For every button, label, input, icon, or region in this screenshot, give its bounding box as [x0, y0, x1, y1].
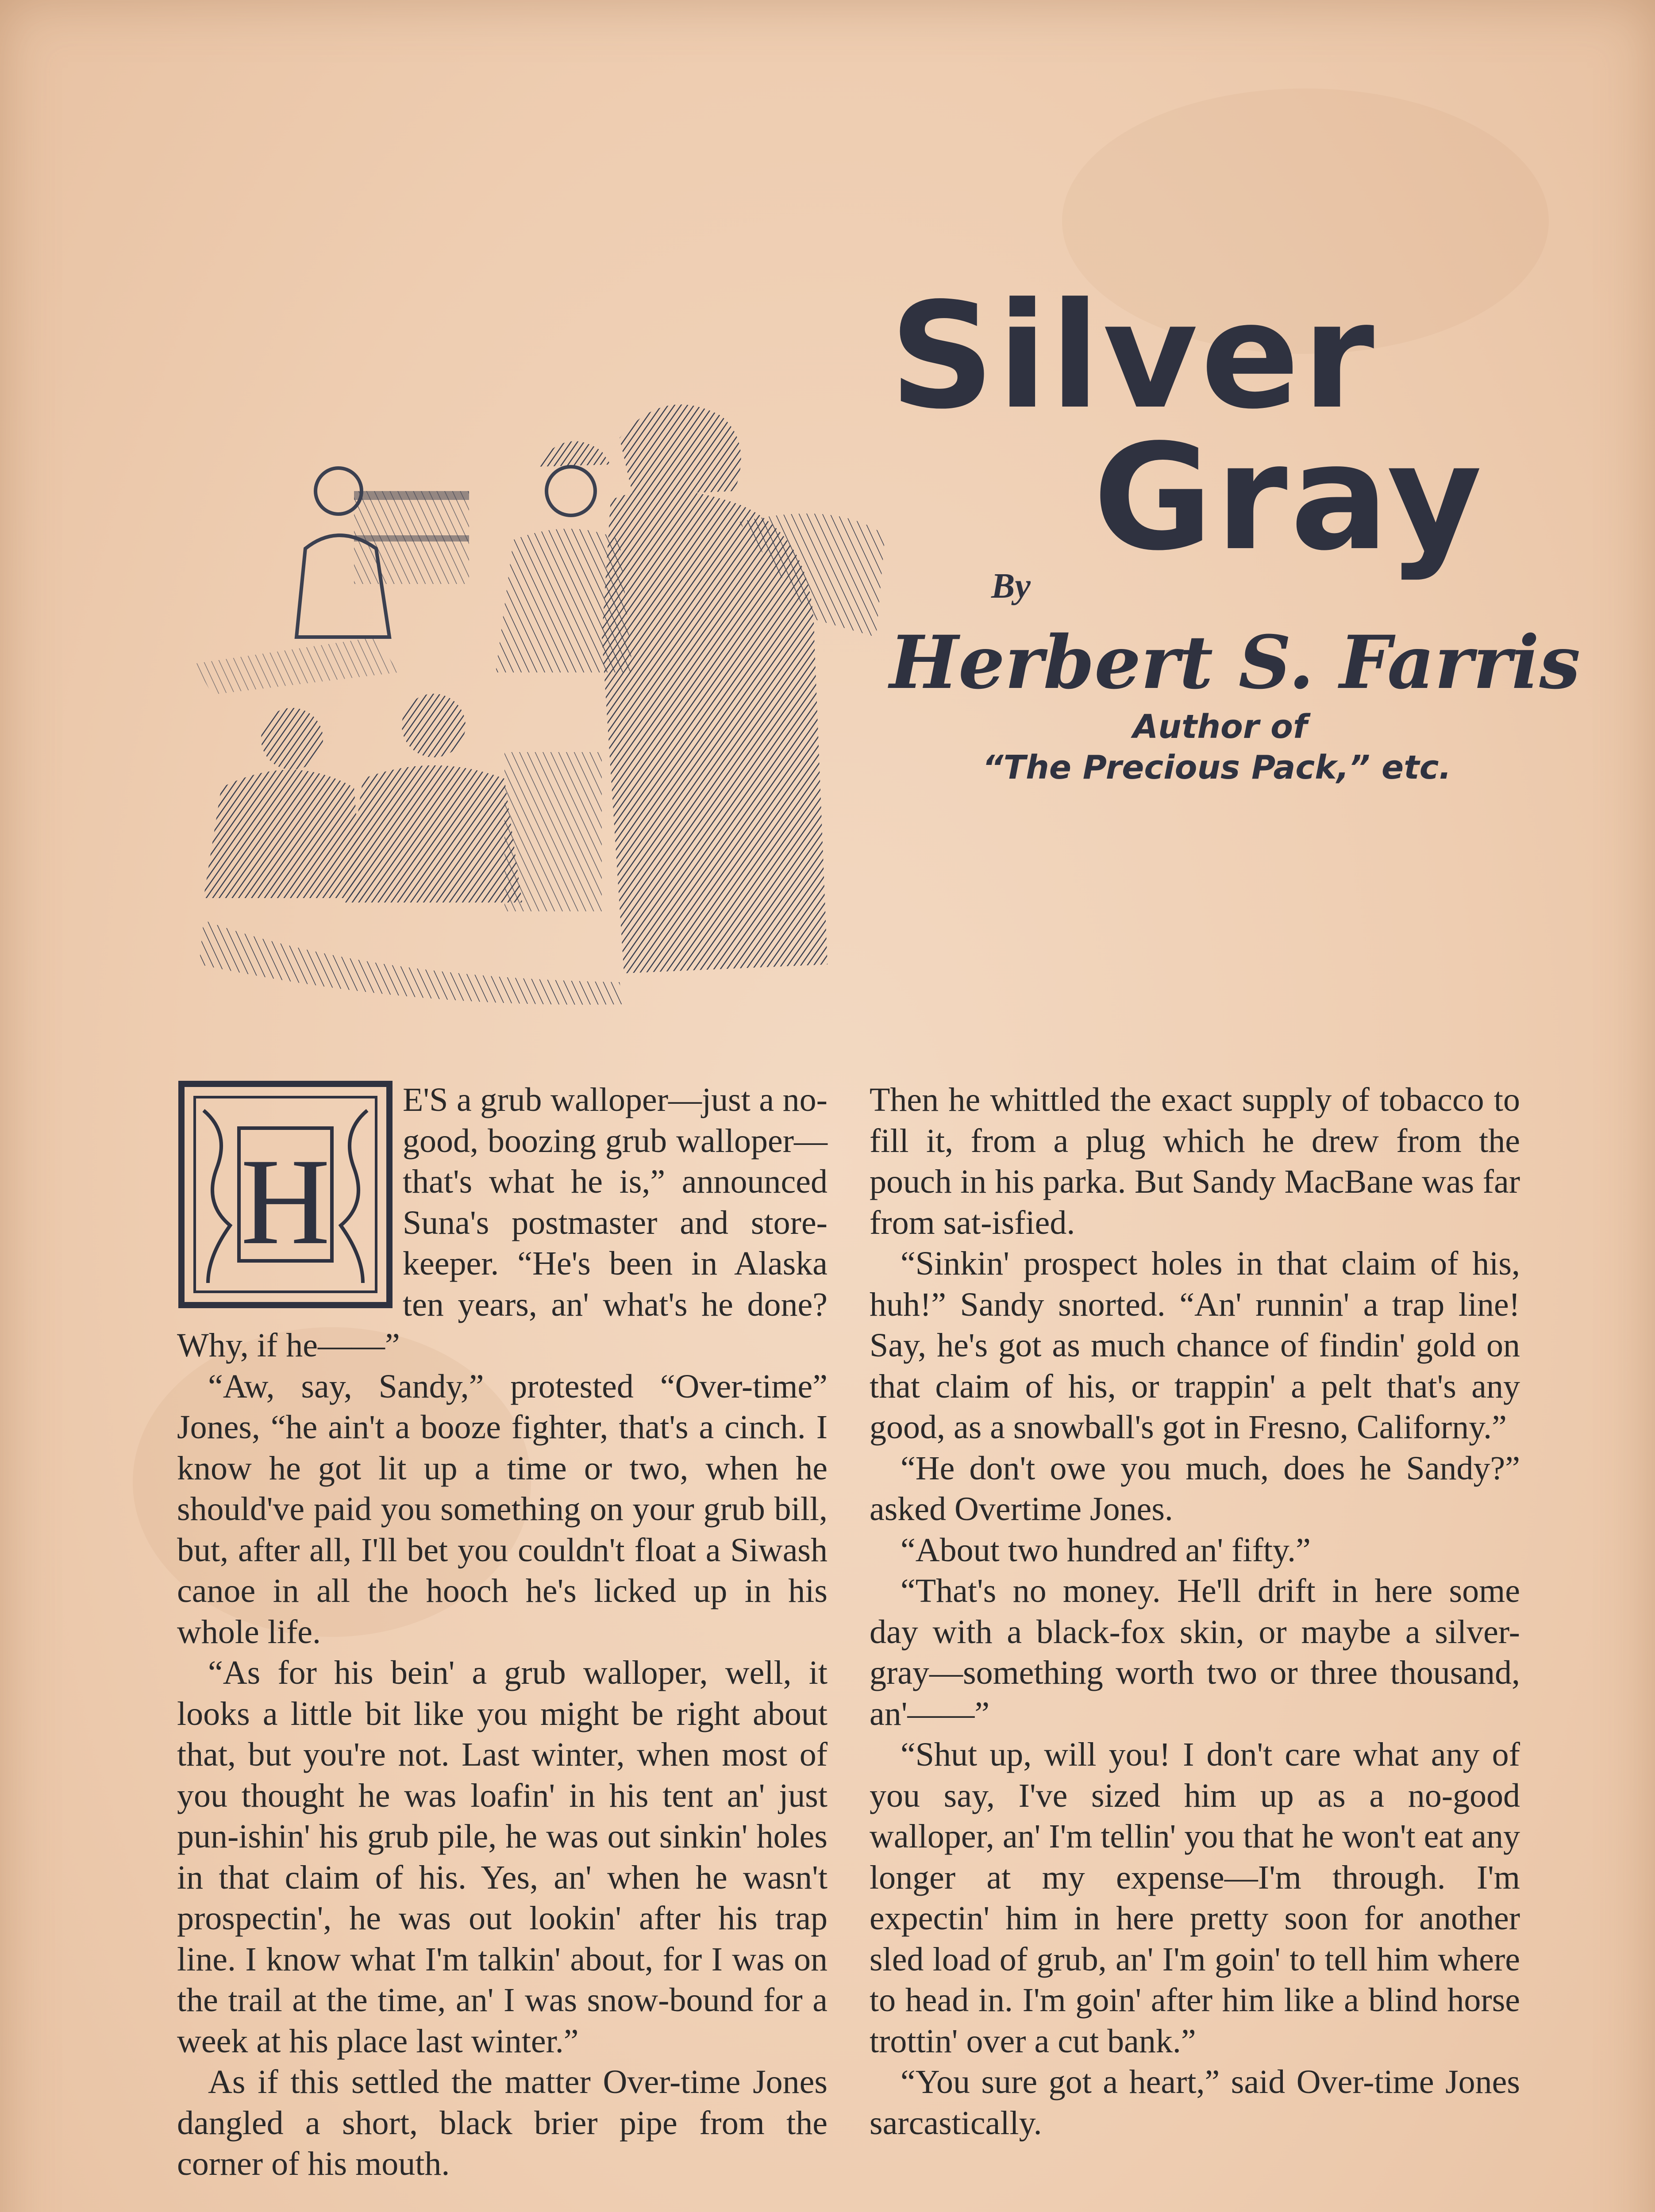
drop-cap [177, 1079, 394, 1310]
previous-work: “The Precious Pack,” etc. [982, 749, 1451, 787]
paragraph: “You sure got a heart,” said Over-time Jones sarcastically. [870, 2063, 1520, 2142]
paragraph: E'S a grub walloper—just a no-good, boozing grub walloper—that's what he is,” announced Suna's postmaster and store-keeper. “He's been in Alaska ten years, an' what's he done? Why, if he——” [177, 1081, 828, 1364]
paragraph: “About two hundred an' fifty.” [901, 1531, 1311, 1569]
author-of-label: Author of [1133, 708, 1308, 746]
title-line-2: Gray [1093, 413, 1485, 583]
paragraph: “That's no money. He'll drift in here some day with a black-fox skin, or maybe a silver-gray—something worth two or three thousand, an'——” [870, 1572, 1520, 1732]
paragraph: “Shut up, will you! I don't care what any of you say, I've sized him up as a no-good walloper, an' I'm tellin' you that he won't eat any longer at my expense—I'm through. I'm expectin' him in here pretty soon for another sled load of grub, an' I'm goin' to tell him where to head in. I'm goin' after him like a blind horse trottin' over a cut bank.” [870, 1736, 1520, 2060]
paragraph: Then he whittled the exact supply of tobacco to fill it, from a plug which he drew from the pouch in his parka. But Sandy MacBane was far from sat-isfied. [870, 1081, 1520, 1241]
text-column-1 [177, 1079, 828, 2185]
story-illustration [186, 389, 903, 1035]
drop-cap-letter: H [240, 1133, 331, 1270]
paragraph: As if this settled the matter Over-time Jones dangled a short, black brier pipe from the corner of his mouth. [177, 2063, 828, 2182]
title-line-1: Silver [889, 271, 1377, 441]
text-column-2 [870, 1079, 1520, 2143]
author-name: Herbert S. Farris [889, 619, 1581, 705]
paragraph: “Aw, say, Sandy,” protested “Over-time” Jones, “he ain't a booze fighter, that's a cinch. I know he got lit up a time or two, when he should've paid you something on your grub bill, but, after all, I'll bet you couldn't float a Siwash canoe in all the hooch he's licked up in his whole life. [177, 1367, 828, 1651]
paragraph: “He don't owe you much, does he Sandy?” asked Overtime Jones. [870, 1449, 1520, 1528]
paragraph: “Sinkin' prospect holes in that claim of his, huh!” Sandy snorted. “An' runnin' a trap line! Say, he's got as much chance of findin' gold on that claim of his, or trappin' a pelt that's any good, as a snowball's got in Fresno, Californy.” [870, 1245, 1520, 1446]
paragraph: “As for his bein' a grub walloper, well, it looks a little bit like you might be right about that, but you're not. Last winter, when most of you thought he was loafin' in his tent an' just pun-ishin' his grub pile, he was out sinkin' holes in that claim of his. Yes, an' when he wasn't prospectin', he was out lookin' after his trap line. I know what I'm talkin' about, for I was on the trail at the time, an' I was snow-bound for a week at his place last winter.” [177, 1654, 828, 2060]
byline-by: By [991, 567, 1031, 606]
